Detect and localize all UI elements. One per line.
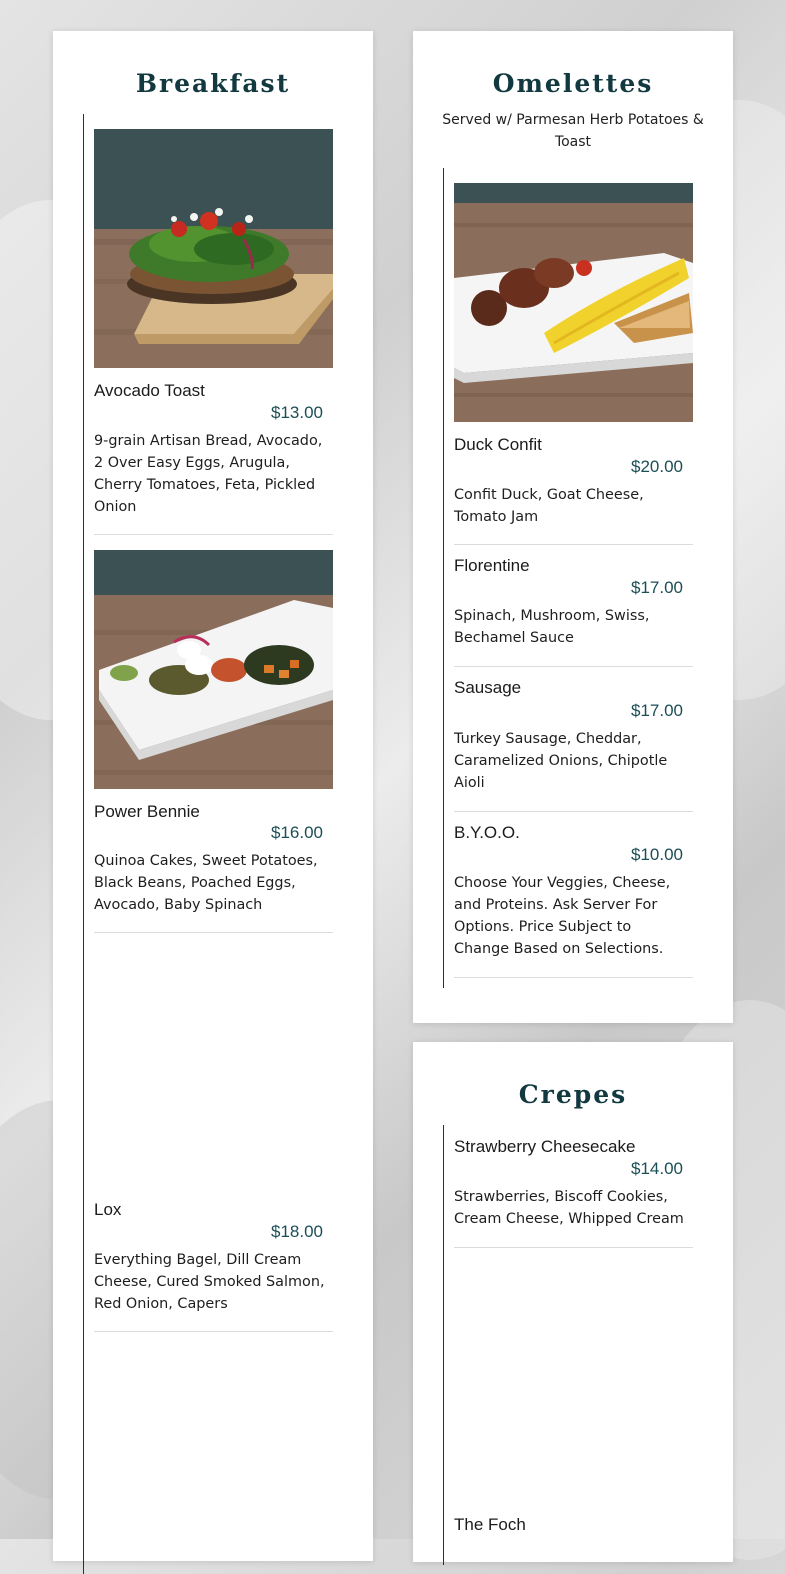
item-price: $17.00 bbox=[631, 578, 683, 597]
item-name: Strawberry Cheesecake bbox=[454, 1137, 636, 1156]
section-subtitle: Served w/ Parmesan Herb Potatoes & Toast bbox=[442, 112, 704, 150]
section-divider-line bbox=[443, 168, 444, 988]
item-name: Lox bbox=[94, 1200, 122, 1219]
item-description: Quinoa Cakes, Sweet Potatoes, Black Beans, Poached Eggs, Avocado, Baby Spinach bbox=[94, 853, 318, 913]
lox-photo bbox=[94, 948, 333, 1187]
item-name: Sausage bbox=[454, 678, 522, 697]
item-price: $14.00 bbox=[631, 1159, 683, 1178]
section-divider-line bbox=[83, 114, 84, 1574]
item-divider bbox=[454, 1247, 693, 1248]
duck-confit-photo bbox=[454, 183, 693, 422]
item-description: Spinach, Mushroom, Swiss, Bechamel Sauce bbox=[454, 608, 650, 646]
menu-item[interactable] bbox=[454, 1263, 693, 1563]
section-title: Omelettes bbox=[492, 69, 654, 98]
power-bennie-photo bbox=[94, 550, 333, 789]
crepes-card bbox=[413, 1042, 733, 1562]
item-price: $17.00 bbox=[631, 701, 683, 720]
item-divider bbox=[454, 544, 693, 545]
menu-item[interactable] bbox=[454, 183, 693, 545]
menu-item[interactable] bbox=[94, 550, 333, 934]
item-name: B.Y.O.O. bbox=[454, 823, 520, 842]
menu-item[interactable] bbox=[454, 823, 693, 979]
item-description: Confit Duck, Goat Cheese, Tomato Jam bbox=[454, 487, 644, 525]
item-description: Everything Bagel, Dill Cream Cheese, Cured Smoked Salmon, Red Onion, Capers bbox=[94, 1252, 325, 1312]
item-price: $10.00 bbox=[631, 845, 683, 864]
item-divider bbox=[94, 534, 333, 535]
section-title: Breakfast bbox=[135, 69, 291, 98]
item-divider bbox=[94, 932, 333, 933]
menu-item[interactable] bbox=[94, 129, 333, 535]
section-divider-line bbox=[443, 1125, 444, 1565]
section-title: Crepes bbox=[518, 1080, 628, 1109]
item-description: Turkey Sausage, Cheddar, Caramelized Onions, Chipotle Aioli bbox=[454, 731, 668, 791]
menu-item[interactable] bbox=[454, 1137, 693, 1249]
item-name: The Foch bbox=[454, 1515, 526, 1534]
item-price: $20.00 bbox=[631, 457, 683, 476]
item-divider bbox=[454, 811, 693, 812]
omelettes-card bbox=[413, 31, 733, 1023]
breakfast-card bbox=[53, 31, 373, 1561]
the-foch-photo bbox=[454, 1263, 693, 1502]
item-description: Choose Your Veggies, Cheese, and Proteins. Ask Server For Options. Price Subject to Change Based on Selections. bbox=[454, 875, 671, 957]
avocado-toast-photo bbox=[94, 129, 333, 368]
item-divider bbox=[454, 666, 693, 667]
item-description: Strawberries, Biscoff Cookies, Cream Cheese, Whipped Cream bbox=[454, 1189, 684, 1227]
menu-item[interactable] bbox=[454, 556, 693, 668]
menu-item[interactable] bbox=[94, 948, 333, 1332]
item-description: 9-grain Artisan Bread, Avocado, 2 Over Easy Eggs, Arugula, Cherry Tomatoes, Feta, Pickled Onion bbox=[94, 433, 323, 515]
menu-item[interactable] bbox=[454, 678, 693, 812]
item-divider bbox=[94, 1331, 333, 1332]
item-name: Avocado Toast bbox=[94, 381, 205, 400]
item-name: Duck Confit bbox=[454, 435, 542, 454]
item-name: Florentine bbox=[454, 556, 530, 575]
item-price: $16.00 bbox=[271, 823, 323, 842]
item-price: $18.00 bbox=[271, 1222, 323, 1241]
item-name: Power Bennie bbox=[94, 802, 200, 821]
item-divider bbox=[454, 977, 693, 978]
item-price: $13.00 bbox=[271, 403, 323, 422]
